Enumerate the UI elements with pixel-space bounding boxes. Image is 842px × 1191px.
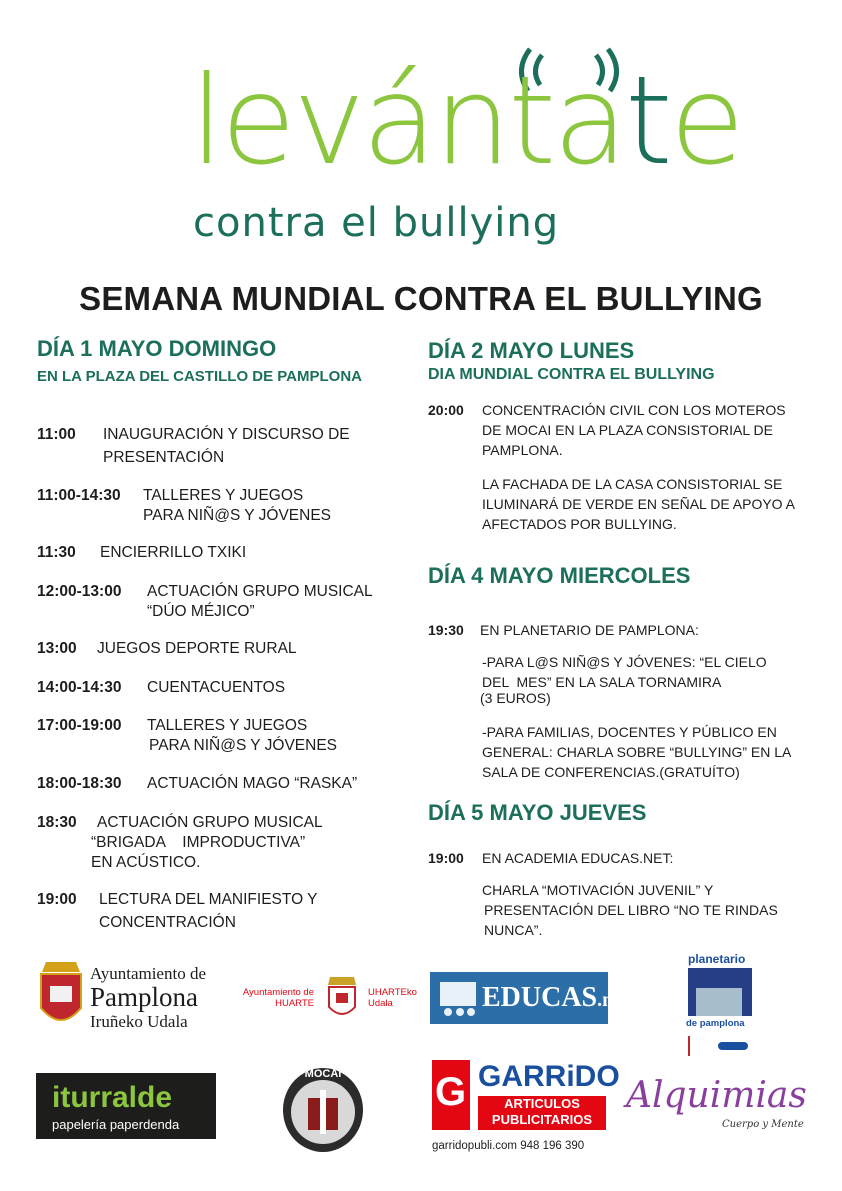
garrido-logo: G GARRiDO ARTICULOS PUBLICITARIOS (432, 1060, 610, 1130)
event-3: 11:30 ENCIERRILLO TXIKI (37, 544, 247, 561)
event-10: 19:00 LECTURA DEL MANIFIESTO Y CONCENTRACIÓN (37, 891, 318, 931)
alquimias-logo: Alquimias Cuerpo y Mente (626, 1075, 807, 1130)
logo-subtitle: contra el bullying (193, 200, 560, 246)
classroom-icon (438, 978, 478, 1018)
event-1: 11:00 INAUGURACIÓN Y DISCURSO DE PRESENTACIÓN (37, 426, 350, 466)
educas-logo: EDUCAS.net (430, 972, 608, 1024)
day1-heading: DÍA 1 MAYO DOMINGO (37, 336, 277, 361)
day2-subheading: DIA MUNDIAL CONTRA EL BULLYING (428, 366, 715, 383)
event-8: 18:00-18:30 ACTUACIÓN MAGO “RASKA” (37, 775, 358, 792)
day1-place: EN LA PLAZA DEL CASTILLO DE PAMPLONA (37, 368, 362, 385)
day4-event: 19:30 EN PLANETARIO DE PAMPLONA: -PARA L@S NIÑ@S Y JÓVENES: “EL CIELO DEL MES” EN LA SALA TORNAMIRA (3 EUROS) -PARA FAMILIAS, DOCENTES Y PÚBLICO EN GENERAL: CHARLA SOBRE “BULLYING” EN LA SALA DE CONFERENCIAS.(GRATUÍTO) (428, 622, 792, 780)
event-2: 11:00-14:30 TALLERES Y JUEGOS PARA NIÑ@S Y JÓVENES (37, 487, 332, 524)
garrido-letter-badge: G (432, 1060, 470, 1130)
event-5: 13:00 JUEGOS DEPORTE RURAL (37, 640, 297, 657)
logo-wordmark: levántate (190, 50, 742, 192)
sponsor-mark-icon (718, 1042, 748, 1050)
page-title: SEMANA MUNDIAL CONTRA EL BULLYING (79, 280, 763, 317)
huarte-logo: Ayuntamiento de HUARTE UHARTEko Udala (232, 975, 402, 1025)
iturralde-logo: iturralde papelería paperdenda (36, 1073, 216, 1139)
pamplona-logo: Ayuntamiento de Pamplona Iruñeko Udala (36, 960, 221, 1035)
event-9: 18:30 ACTUACIÓN GRUPO MUSICAL “BRIGADA IMPRODUCTIVA” EN ACÚSTICO. (37, 814, 323, 871)
mocai-logo: MOCAI (280, 1060, 366, 1154)
day5-event: 19:00 EN ACADEMIA EDUCAS.NET: CHARLA “MOTIVACIÓN JUVENIL” Y PRESENTACIÓN DEL LIBRO “NO TE RINDAS NUNCA”. (428, 850, 778, 938)
huarte-shield-icon (326, 975, 358, 1021)
sponsor-mark-icon (688, 1036, 700, 1056)
event-6: 14:00-14:30 CUENTACUENTOS (37, 679, 286, 696)
planetario-logo: planetario de pamplona (684, 952, 756, 1062)
day2-event: 20:00 CONCENTRACIÓN CIVIL CON LOS MOTEROS DE MOCAI EN LA PLAZA CONSISTORIAL DE PAMPLONA. LA FACHADA DE LA CASA CONSISTORIAL SE ILUMINARÁ DE VERDE EN SEÑAL DE APOYO A AFECTADOS POR BULLYING. (428, 402, 796, 532)
day5-heading: DÍA 5 MAYO JUEVES (428, 800, 647, 825)
planetario-image (688, 968, 752, 1016)
event-7: 17:00-19:00 TALLERES Y JUEGOS PARA NIÑ@S Y JÓVENES (37, 717, 338, 754)
garrido-contact: garridopubli.com 948 196 390 (432, 1140, 585, 1152)
pamplona-shield-icon (36, 960, 86, 1035)
day4-heading: DÍA 4 MAYO MIERCOLES (428, 563, 691, 588)
event-4: 12:00-13:00 ACTUACIÓN GRUPO MUSICAL “DÚO MÉJICO” (37, 583, 373, 620)
day2-heading: DÍA 2 MAYO LUNES (428, 338, 635, 363)
